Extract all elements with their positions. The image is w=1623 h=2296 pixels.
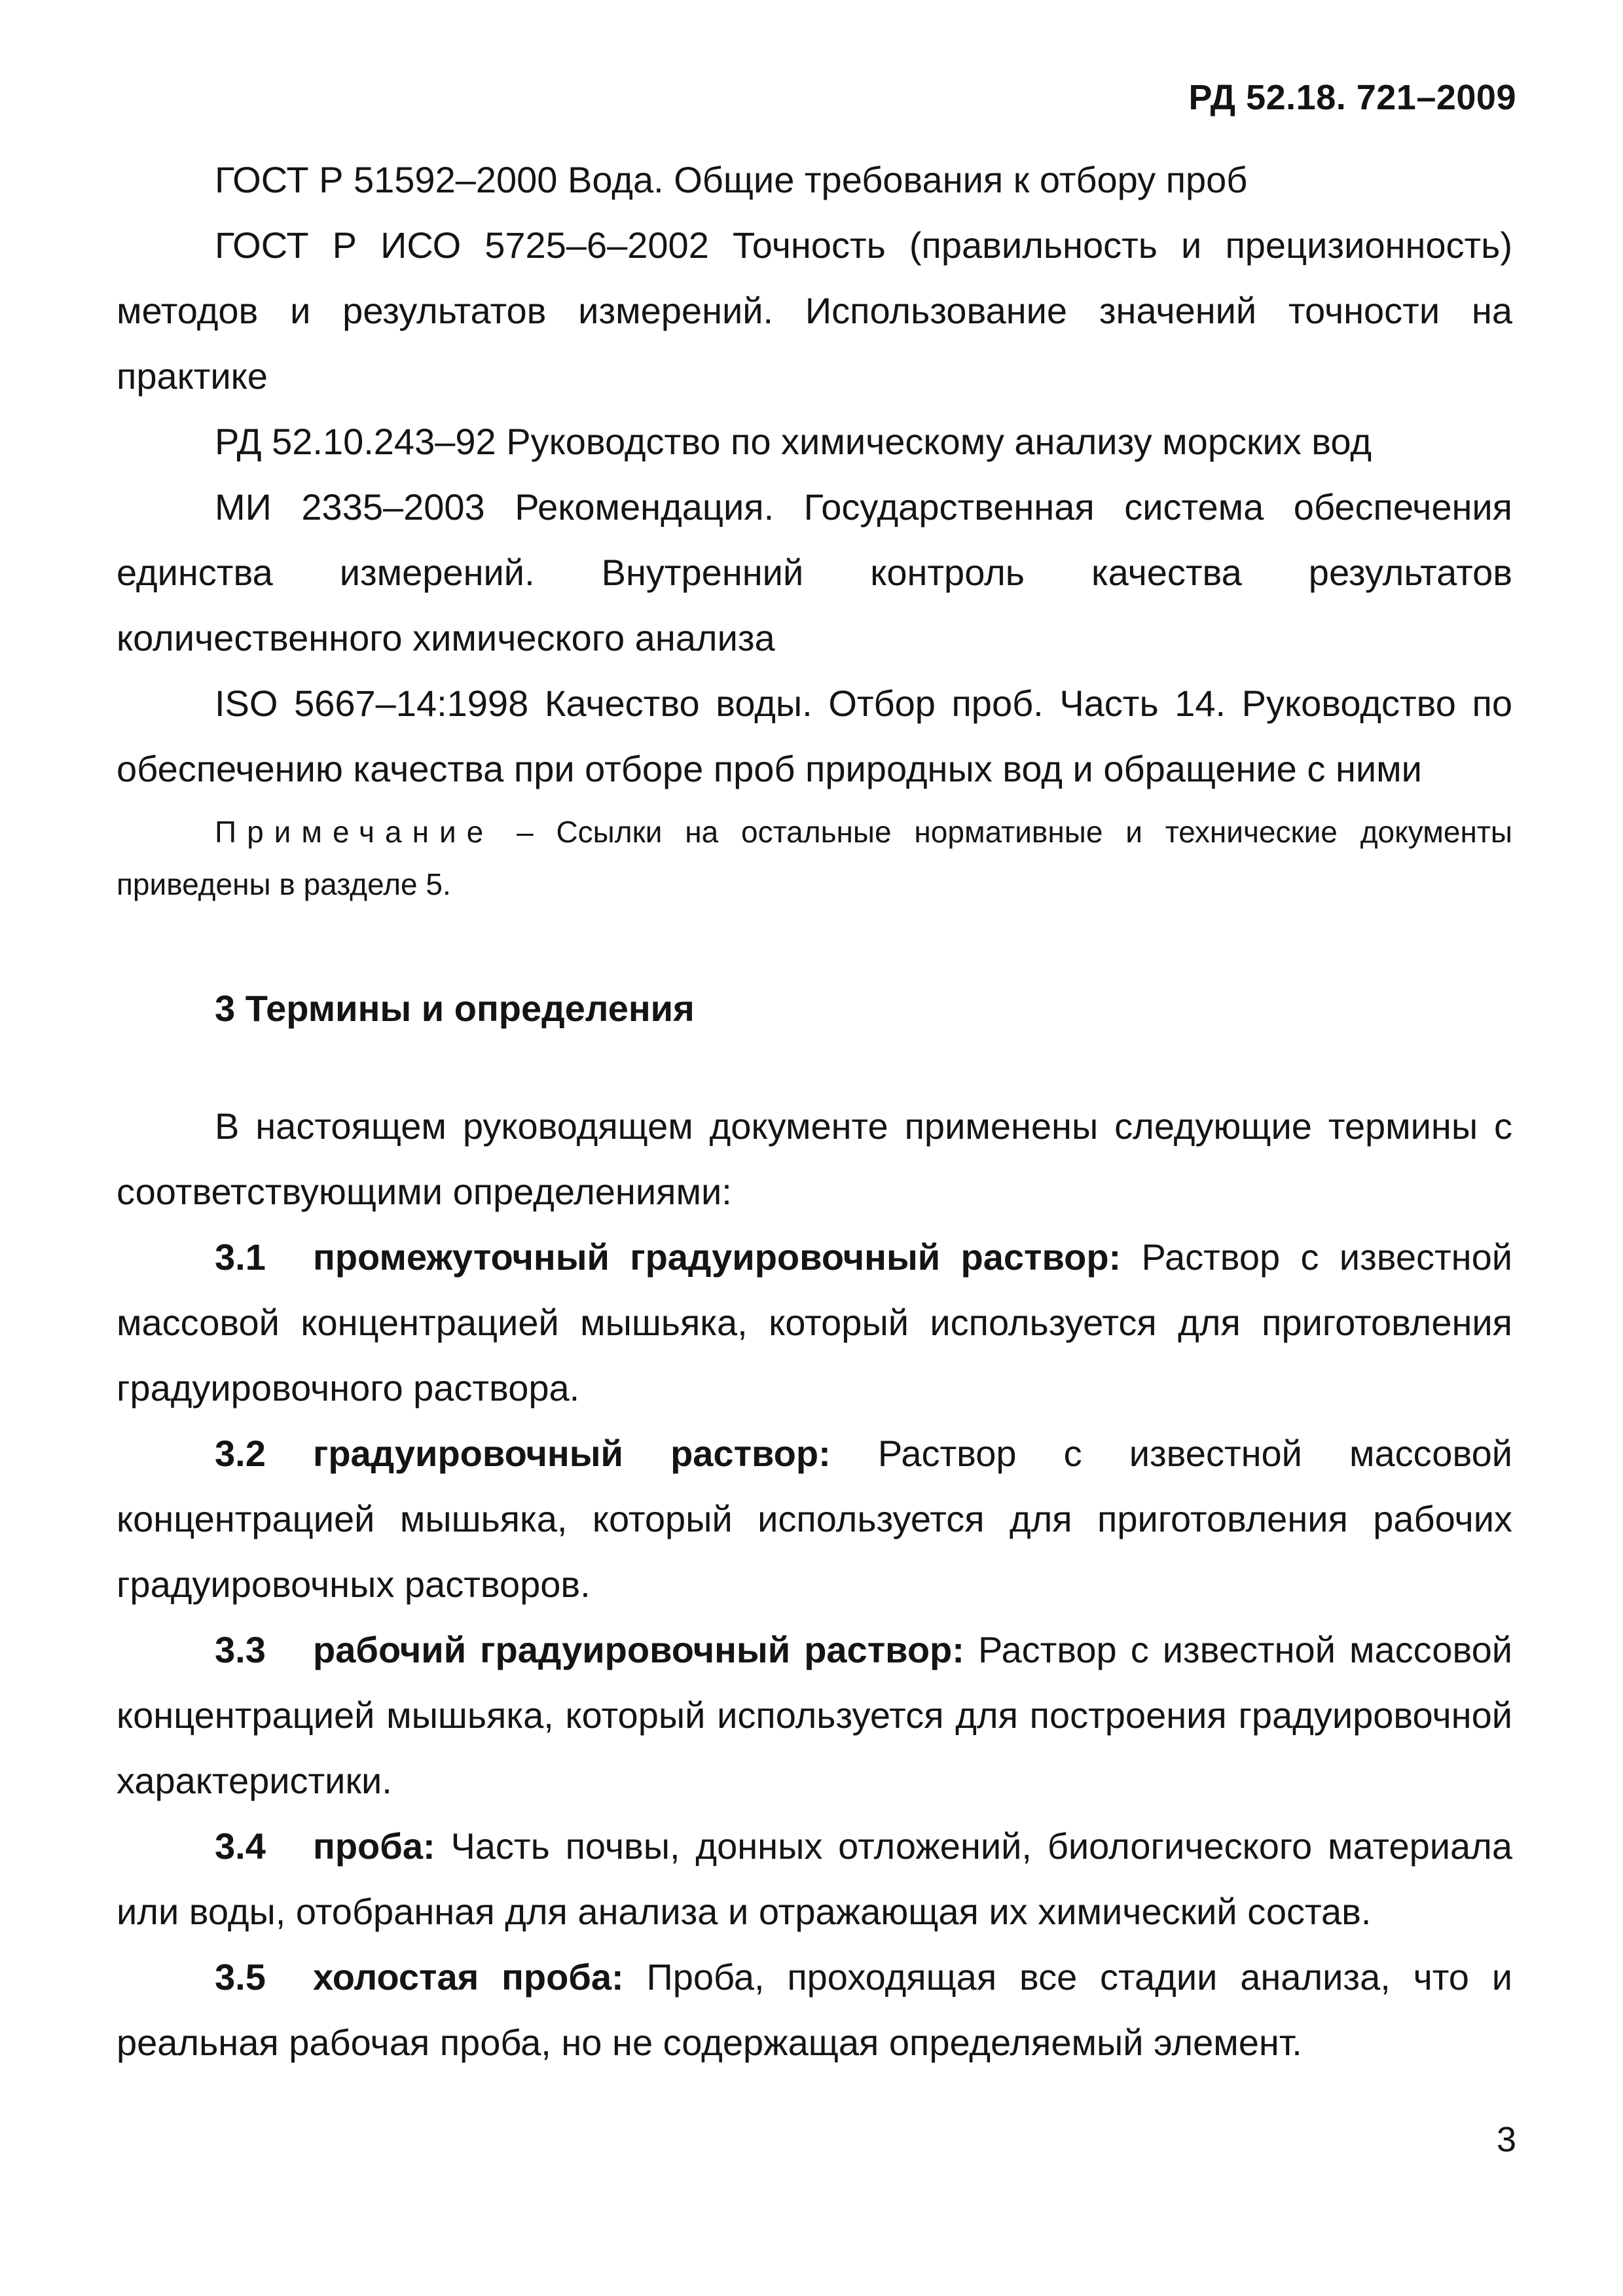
note-paragraph	[117, 806, 1512, 910]
section-intro: В настоящем руководящем документе применены следующие термины с соответствующими определениями:	[117, 1105, 1512, 1212]
term-definition-text: Часть почвы, донных отложений, биологического материала или воды, отобранная для анализа и отражающая их химический состав.	[117, 1825, 1512, 1932]
term-number: 3.5	[215, 1956, 266, 1998]
reference-item: ГОСТ Р 51592–2000 Вода. Общие требования к отбору проб	[215, 159, 1248, 200]
term-definition	[117, 1945, 1512, 2075]
term-definition	[117, 1814, 1512, 1945]
document-code-header: РД 52.18. 721–2009	[1188, 78, 1516, 117]
term-definition-text: Раствор с известной массовой концентрацией мышьяка, который используется для приготовления рабочих градуировочных растворов.	[117, 1433, 1512, 1605]
term-name: градуировочный раствор:	[313, 1433, 831, 1474]
term-name: рабочий градуировочный раствор:	[313, 1629, 964, 1670]
term-definition	[117, 1617, 1512, 1814]
reference-item: РД 52.10.243–92 Руководство по химическому анализу морских вод	[215, 421, 1372, 462]
term-definition-text: Раствор с известной массовой концентрацией мышьяка, который используется для построения градуировочной характеристики.	[117, 1629, 1512, 1801]
term-definition	[117, 1421, 1512, 1617]
term-name: проба:	[313, 1825, 435, 1867]
note-label: Примечание	[215, 815, 494, 849]
term-name: промежуточный градуировочный раствор:	[313, 1236, 1122, 1278]
term-definition-text: Проба, проходящая все стадии анализа, что и реальная рабочая проба, но не содержащая определяемый элемент.	[117, 1956, 1513, 2063]
reference-item: ISO 5667–14:1998 Качество воды. Отбор проб. Часть 14. Руководство по обеспечению качества при отборе проб природных вод и обращение с ними	[117, 683, 1512, 789]
term-number: 3.2	[215, 1433, 266, 1474]
reference-item: ГОСТ Р ИСО 5725–6–2002 Точность (правильность и прецизионность) методов и результатов измерений. Использование значений точности на практике	[117, 224, 1512, 397]
note-text: – Ссылки на остальные нормативные и технические документы приведены в разделе 5.	[117, 815, 1512, 901]
term-number: 3.1	[215, 1236, 266, 1278]
term-definition	[117, 1225, 1512, 1421]
reference-item: МИ 2335–2003 Рекомендация. Государственная система обеспечения единства измерений. Внутренний контроль качества результатов количественного химического анализа	[117, 486, 1512, 658]
term-name: холостая проба:	[313, 1956, 624, 1998]
page-body	[117, 147, 1512, 2075]
section-heading: 3 Термины и определения	[215, 988, 695, 1029]
page-number: 3	[1496, 2120, 1516, 2159]
term-definition-text: Раствор с известной массовой концентрацией мышьяка, который используется для приготовления градуировочного раствора.	[117, 1236, 1513, 1408]
term-number: 3.4	[215, 1825, 266, 1867]
term-number: 3.3	[215, 1629, 266, 1670]
